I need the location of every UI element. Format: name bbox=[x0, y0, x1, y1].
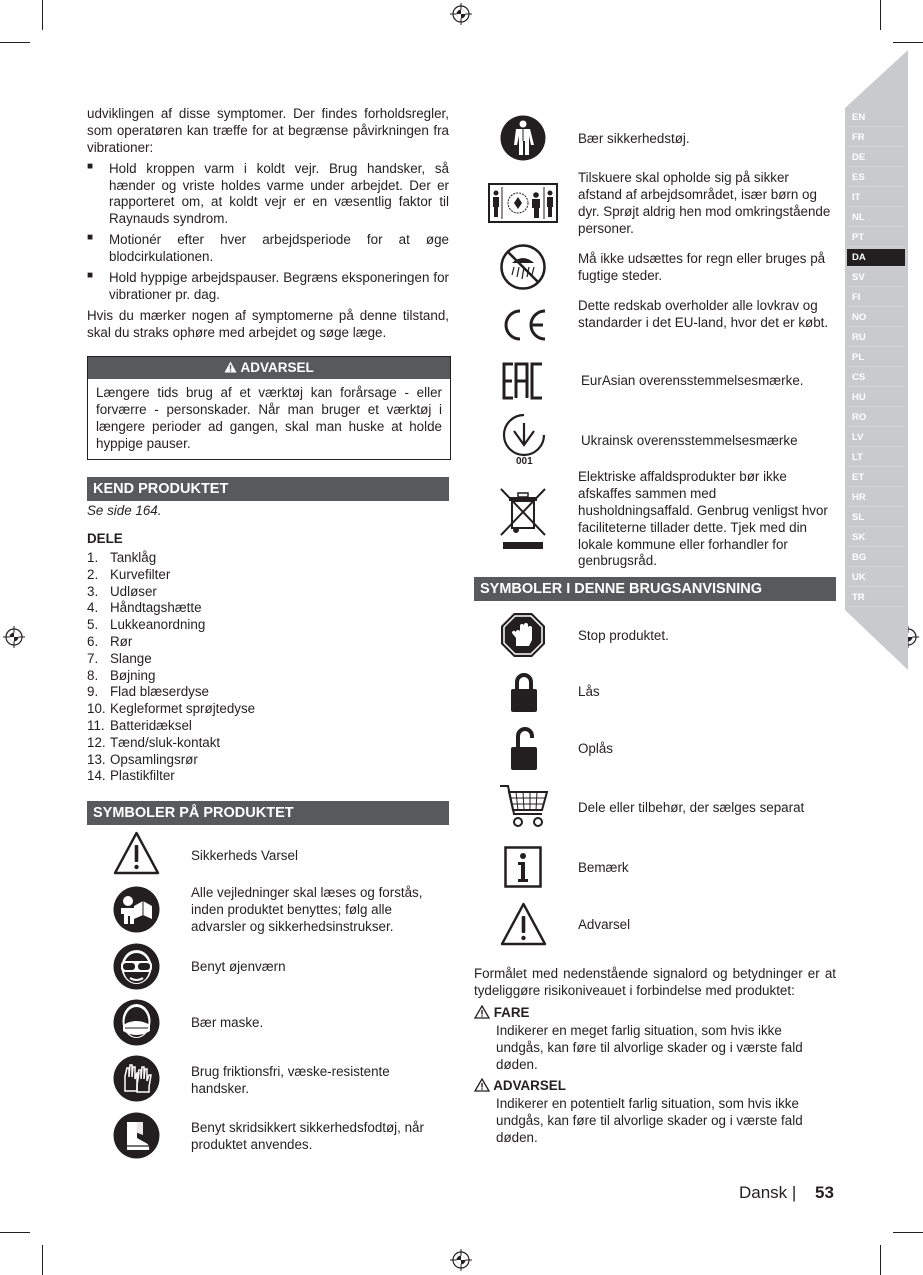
language-tab-ru[interactable]: RU bbox=[847, 329, 905, 347]
part-number: 3. bbox=[87, 583, 99, 599]
language-tab-es[interactable]: ES bbox=[847, 169, 905, 187]
parts-list bbox=[87, 550, 387, 785]
part-name: Plastikfilter bbox=[110, 768, 175, 784]
list-item bbox=[87, 684, 387, 701]
part-name: Rør bbox=[110, 633, 133, 649]
language-tab-it[interactable]: IT bbox=[847, 189, 905, 207]
list-item: ■ Motionér efter hver arbejdsperiode for at øge blodcirkulationen. bbox=[87, 232, 449, 266]
warning-triangle-icon bbox=[474, 1005, 490, 1019]
part-number: 13. bbox=[87, 751, 106, 767]
list-item bbox=[87, 651, 387, 668]
language-tab-sk[interactable]: SK bbox=[847, 529, 905, 547]
fare-heading bbox=[474, 1005, 529, 1022]
page-number: 53 bbox=[815, 1183, 834, 1202]
symbol-label: Oplås bbox=[578, 741, 613, 756]
language-tab-sl[interactable]: SL bbox=[847, 509, 905, 527]
language-tab-tr[interactable]: TR bbox=[847, 589, 905, 607]
part-number: 1. bbox=[87, 550, 99, 565]
safety-boots-icon bbox=[113, 1112, 160, 1159]
symbol-label: Må ikke udsættes for regn eller bruges på fugtige steder. bbox=[578, 251, 826, 283]
list-item bbox=[87, 718, 387, 735]
gloves-icon bbox=[113, 1055, 160, 1102]
crop-mark bbox=[42, 1245, 43, 1275]
part-number: 8. bbox=[87, 667, 99, 683]
read-manual-icon bbox=[113, 886, 160, 933]
part-name: Bøjning bbox=[110, 667, 156, 683]
advarsel-title: ADVARSEL bbox=[493, 1078, 566, 1093]
warning-triangle-icon bbox=[113, 831, 160, 875]
part-number: 6. bbox=[87, 633, 99, 649]
symbol-label: EurAsian overensstemmelsesmærke. bbox=[581, 373, 804, 388]
unlock-icon bbox=[510, 726, 538, 772]
symbol-label: Benyt skridsikkert sikkerhedsfodtøj, når produktet anvendes. bbox=[191, 1120, 424, 1152]
symbol-label: Sikkerheds Varsel bbox=[191, 848, 298, 863]
part-number: 10. bbox=[87, 701, 106, 717]
part-name: Slange bbox=[110, 650, 152, 666]
symbol-label: Dele eller tilbehør, der sælges separat bbox=[578, 800, 805, 815]
list-item bbox=[87, 701, 387, 718]
part-name: Håndtagshætte bbox=[110, 600, 202, 616]
symbol-label: Benyt øjenværn bbox=[191, 959, 286, 974]
list-item bbox=[87, 550, 387, 567]
symbol-label: Elektriske affaldsprodukter bør ikke afskaffes sammen med husholdningsaffald. Genbrug venligst hvor faciliteterne tillader dette. Tjek med din lokale kommune eller forhandler for genbrugsråd. bbox=[578, 469, 828, 569]
crop-mark bbox=[42, 0, 43, 30]
signal-words-intro: Formålet med nedenstående signalord og betydninger er at tydeliggøre risikoniveauet i forbindelse med produktet: bbox=[474, 966, 836, 998]
language-tab-lt[interactable]: LT bbox=[847, 449, 905, 467]
part-name: Opsamlingsrør bbox=[110, 751, 198, 767]
symbol-label: Bær sikkerhedstøj. bbox=[578, 131, 690, 146]
closing-text: Hvis du mærker nogen af symptomerne på denne tilstand, skal du straks ophøre med arbejdet og søge læge. bbox=[87, 307, 449, 340]
warning-title: ADVARSEL bbox=[240, 360, 314, 375]
precautions-list bbox=[87, 161, 449, 304]
eac-mark-icon bbox=[502, 362, 544, 400]
language-tab-fr[interactable]: FR bbox=[847, 129, 905, 147]
language-tab-hu[interactable]: HU bbox=[847, 389, 905, 407]
registration-mark-icon bbox=[450, 3, 472, 25]
language-tab-uk[interactable]: UK bbox=[847, 569, 905, 587]
language-tab-de[interactable]: DE bbox=[847, 149, 905, 167]
list-item: ■ Hold hyppige arbejdspauser. Begræns eksponeringen for vibrationer pr. dag. bbox=[87, 270, 449, 304]
stop-hand-icon bbox=[500, 612, 546, 658]
ce-mark-icon bbox=[500, 308, 548, 342]
part-number: 4. bbox=[87, 600, 99, 616]
language-tab-ro[interactable]: RO bbox=[847, 409, 905, 427]
advarsel-text: Indikerer en potentielt farlig situation, som hvis ikke undgås, kan føre til alvorlige skader og i værste fald døden. bbox=[496, 1096, 803, 1145]
fare-text: Indikerer en meget farlig situation, som hvis ikke undgås, kan føre til alvorlige skader og i værste fald døden. bbox=[496, 1023, 803, 1072]
keep-bystanders-away-icon bbox=[488, 183, 558, 223]
part-name: Kegleformet sprøjtedyse bbox=[110, 701, 256, 717]
warning-triangle-icon bbox=[474, 1078, 490, 1092]
ukrainian-mark-code: 001 bbox=[516, 456, 533, 467]
left-column bbox=[87, 106, 449, 342]
list-item bbox=[87, 584, 387, 601]
part-number: 14. bbox=[87, 768, 106, 784]
language-tab-no[interactable]: NO bbox=[847, 309, 905, 327]
part-name: Lukkeanordning bbox=[110, 617, 206, 633]
list-item bbox=[87, 735, 387, 752]
symbol-label: Tilskuere skal opholde sig på sikker afstand af arbejdsområdet, især børn og dyr. Sprøjt aldrig hen mod omkringstående personer. bbox=[578, 170, 831, 236]
language-tab-fi[interactable]: FI bbox=[847, 289, 905, 307]
language-tab-hr[interactable]: HR bbox=[847, 489, 905, 507]
warning-box-header bbox=[88, 357, 450, 379]
part-number: 5. bbox=[87, 617, 99, 633]
symbol-label: Lås bbox=[578, 684, 600, 699]
part-name: Tanklåg bbox=[110, 550, 157, 565]
list-item bbox=[87, 617, 387, 634]
warning-box bbox=[87, 356, 451, 460]
symbol-label: Stop produktet. bbox=[578, 628, 669, 643]
symbol-label: Alle vejledninger skal læses og forstås, inden produktet benyttes; følg alle advarsler og sikkerhedsinstrukser. bbox=[191, 885, 423, 934]
page-reference: Se side 164. bbox=[87, 503, 162, 518]
symbol-label: Dette redskab overholder alle lovkrav og standarder i det EU-land, hvor det er købt. bbox=[578, 298, 829, 330]
info-note-icon bbox=[504, 846, 542, 888]
crop-mark bbox=[893, 42, 923, 43]
language-tab-bg[interactable]: BG bbox=[847, 549, 905, 567]
shopping-cart-icon bbox=[498, 782, 550, 832]
language-tab-da[interactable]: DA bbox=[847, 249, 905, 267]
crop-mark bbox=[880, 1245, 881, 1275]
intro-text: udviklingen af disse symptomer. Der findes forholdsregler, som operatøren kan træffe for at begrænse påvirkningen fra vibrationer: bbox=[87, 106, 449, 155]
registration-mark-icon bbox=[3, 626, 25, 648]
weee-crossed-bin-icon bbox=[499, 487, 547, 551]
section-header-symbols-manual: SYMBOLER I DENNE BRUGSANVISNING bbox=[474, 577, 836, 601]
footer-language: Dansk | bbox=[739, 1183, 797, 1202]
no-rain-icon bbox=[499, 243, 547, 291]
warning-triangle-icon bbox=[500, 902, 547, 946]
mask-icon bbox=[113, 999, 160, 1046]
language-tab-pl[interactable]: PL bbox=[847, 349, 905, 367]
registration-mark-icon bbox=[450, 1249, 472, 1271]
warning-text: Længere tids brug af et værktøj kan forårsage - eller forværre - personskader. Når man bruger et værktøj i længere perioder ad gangen, skal man huske at holde hyppige pauser. bbox=[96, 385, 442, 451]
symbol-label: Bemærk bbox=[578, 860, 629, 875]
eye-protection-icon bbox=[113, 943, 160, 990]
part-name: Flad blæserdyse bbox=[110, 684, 209, 700]
ukrainian-conformity-icon bbox=[502, 413, 546, 457]
part-number: 11. bbox=[87, 717, 105, 733]
part-name: Tænd/sluk-kontakt bbox=[110, 734, 221, 750]
language-tab-en[interactable]: EN bbox=[847, 109, 905, 127]
fare-title: FARE bbox=[493, 1005, 530, 1020]
advarsel-heading bbox=[474, 1078, 566, 1095]
language-tab-nl[interactable]: NL bbox=[847, 209, 905, 227]
list-item bbox=[87, 600, 387, 617]
list-item bbox=[87, 668, 387, 685]
warning-triangle-icon bbox=[224, 361, 237, 373]
language-tab-pt[interactable]: PT bbox=[847, 229, 905, 247]
list-item bbox=[87, 752, 387, 769]
crop-mark bbox=[0, 1232, 30, 1233]
crop-mark bbox=[893, 1232, 923, 1233]
language-tab-cs[interactable]: CS bbox=[847, 369, 905, 387]
lock-icon bbox=[510, 670, 538, 714]
section-header-kend-produktet: KEND PRODUKTET bbox=[87, 477, 449, 501]
language-tab-lv[interactable]: LV bbox=[847, 429, 905, 447]
language-tab-sv[interactable]: SV bbox=[847, 269, 905, 287]
list-item bbox=[87, 768, 387, 785]
part-name: Batteridæksel bbox=[110, 717, 192, 733]
section-header-symbols-product: SYMBOLER PÅ PRODUKTET bbox=[87, 801, 449, 825]
symbol-label: Brug friktionsfri, væske-resistente handsker. bbox=[191, 1064, 390, 1096]
protective-clothing-icon bbox=[500, 115, 546, 161]
list-item bbox=[87, 634, 387, 651]
crop-mark bbox=[0, 42, 30, 43]
part-number: 2. bbox=[87, 566, 99, 582]
language-tab-et[interactable]: ET bbox=[847, 469, 905, 487]
part-number: 9. bbox=[87, 684, 99, 700]
part-number: 7. bbox=[87, 650, 99, 666]
crop-mark bbox=[880, 0, 881, 30]
part-number: 12. bbox=[87, 734, 106, 750]
part-name: Kurvefilter bbox=[110, 566, 171, 582]
part-name: Udløser bbox=[110, 583, 157, 599]
symbol-label: Ukrainsk overensstemmelsesmærke bbox=[581, 433, 798, 448]
symbol-label: Bær maske. bbox=[191, 1015, 264, 1030]
symbol-label: Advarsel bbox=[578, 917, 631, 932]
list-item: ■ Hold kroppen varm i koldt vejr. Brug handsker, så hænder og vriste holdes varme under arbejdet. Der er rapporteret om, at koldt vejr er en væsentlig faktor til Raynauds syndrom. bbox=[87, 161, 449, 229]
parts-heading: DELE bbox=[87, 531, 123, 546]
list-item bbox=[87, 567, 387, 584]
